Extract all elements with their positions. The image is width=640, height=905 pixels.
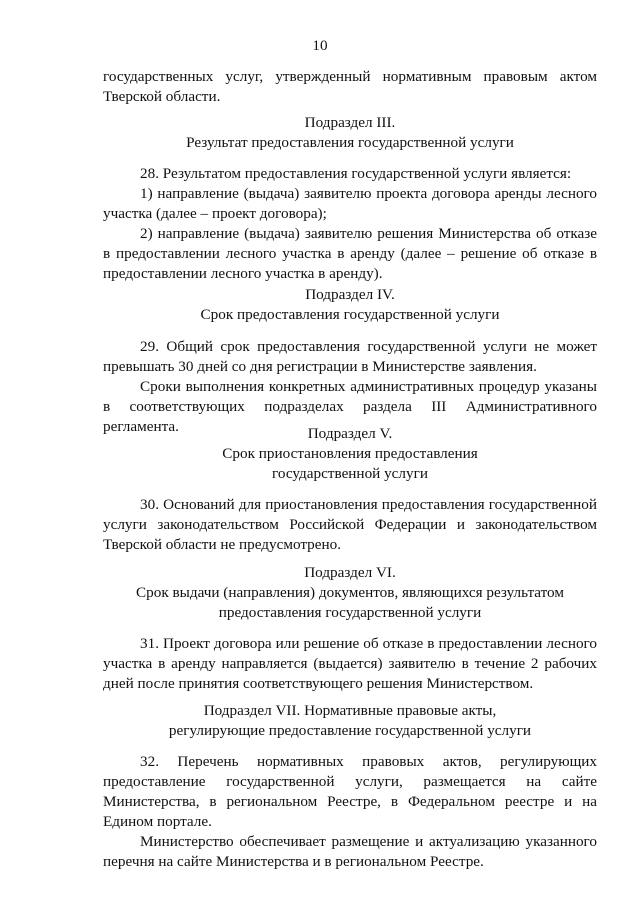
paragraph-32-publication: Министерство обеспечивает размещение и актуализацию указанного перечня на сайте Министерства и в региональном Реестре. bbox=[103, 833, 597, 870]
section-7-title-line-1: Подраздел VII. Нормативные правовые акты, bbox=[203, 702, 497, 719]
page-number: 10 bbox=[312, 37, 328, 54]
section-6-label: Подраздел VI. bbox=[304, 564, 396, 581]
section-3-title: Результат предоставления государственной услуги bbox=[186, 134, 514, 151]
section-6-title-line-1: Срок выдачи (направления) документов, являющихся результатом bbox=[136, 584, 564, 601]
paragraph-32: 32. Перечень нормативных правовых актов, регулирующих предоставление государственной услуги, размещается на сайте Министерства, в региональном Реестре, в Федеральном реестре и на Едином портале. bbox=[103, 753, 597, 830]
section-5-title-line-1: Срок приостановления предоставления bbox=[222, 445, 478, 462]
section-7-title-line-2: регулирующие предоставление государственной услуги bbox=[168, 722, 532, 739]
paragraph-28: 28. Результатом предоставления государственной услуги является: bbox=[140, 165, 572, 182]
paragraph-29: 29. Общий срок предоставления государственной услуги не может превышать 30 дней со дня регистрации в Министерстве заявления. bbox=[103, 338, 597, 375]
paragraph-29-terms: Сроки выполнения конкретных административных процедур указаны в соответствующих подразделах раздела III Административного регламента. bbox=[103, 378, 597, 435]
section-4-title: Срок предоставления государственной услуги bbox=[200, 306, 500, 323]
intro-line-2: Тверской области. bbox=[103, 88, 221, 105]
section-3-label: Подраздел III. bbox=[304, 114, 396, 131]
section-5-label: Подраздел V. bbox=[307, 425, 393, 442]
intro-line-1: государственных услуг, утвержденный нормативным правовым актом bbox=[103, 68, 597, 85]
section-4-label: Подраздел IV. bbox=[305, 286, 395, 303]
paragraph-28-item-1: 1) направление (выдача) заявителю проекта договора аренды лесного участка (далее – проект договора); bbox=[103, 185, 597, 222]
section-6-title-line-2: предоставления государственной услуги bbox=[218, 604, 482, 621]
paragraph-30: 30. Оснований для приостановления предоставления государственной услуги законодательством Российской Федерации и законодательством Тверской области не предусмотрено. bbox=[103, 496, 597, 553]
paragraph-28-item-2: 2) направление (выдача) заявителю решения Министерства об отказе в предоставлении лесного участка в аренду (далее – решение об отказе в предоставлении лесного участка в аренду). bbox=[103, 225, 597, 282]
paragraph-31: 31. Проект договора или решение об отказе в предоставлении лесного участка в аренду направляется (выдается) заявителю в течение 2 рабочих дней после принятия соответствующего решения Министерством. bbox=[103, 635, 597, 692]
section-5-title-line-2: государственной услуги bbox=[272, 465, 428, 482]
